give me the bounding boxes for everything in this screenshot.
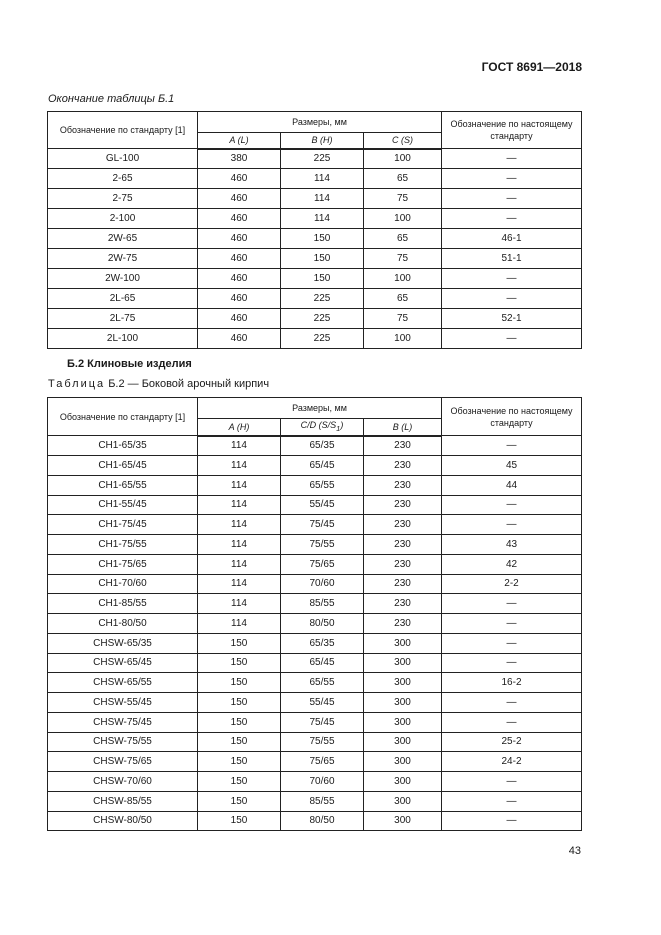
cell-dim-3: 230 (364, 614, 442, 634)
table-row (48, 791, 582, 811)
table-row (48, 269, 582, 289)
section-title: Б.2 Клиновые изделия (67, 358, 192, 370)
cell-designation: 2W-75 (48, 249, 198, 269)
cell-current-designation: — (442, 209, 582, 229)
cell-dim-2: 114 (281, 209, 364, 229)
cell-dim-2: 65/45 (281, 456, 364, 476)
page-number: 43 (568, 845, 581, 857)
table-row (48, 289, 582, 309)
table-row (48, 456, 582, 476)
table-b1-continuation (47, 111, 582, 349)
cell-dim-3: 65 (364, 229, 442, 249)
table2-caption-text: Б.2 — Боковой арочный кирпич (105, 378, 270, 390)
cell-dim-3: 230 (364, 594, 442, 614)
cell-dim-1: 114 (198, 436, 281, 456)
cell-dim-3: 100 (364, 149, 442, 169)
cell-dim-2: 65/45 (281, 653, 364, 673)
cell-current-designation: — (442, 289, 582, 309)
table-b2-arch-brick (47, 397, 582, 831)
cell-dim-1: 114 (198, 594, 281, 614)
table-row (48, 436, 582, 456)
table-row (48, 673, 582, 693)
cell-dim-3: 100 (364, 209, 442, 229)
cell-current-designation: — (442, 633, 582, 653)
cell-designation: CHSW-65/45 (48, 653, 198, 673)
cell-dim-3: 300 (364, 673, 442, 693)
cell-current-designation: 24-2 (442, 752, 582, 772)
table-row (48, 329, 582, 349)
cell-designation: CH1-75/45 (48, 515, 198, 535)
cell-dim-1: 150 (198, 673, 281, 693)
cell-current-designation: — (442, 811, 582, 831)
cell-designation: CHSW-65/55 (48, 673, 198, 693)
cell-dim-3: 230 (364, 574, 442, 594)
cell-designation: CH1-70/60 (48, 574, 198, 594)
cell-dim-2: 75/65 (281, 752, 364, 772)
cell-current-designation: — (442, 189, 582, 209)
cell-dim-3: 300 (364, 693, 442, 713)
cell-dim-3: 300 (364, 772, 442, 792)
cell-current-designation: — (442, 169, 582, 189)
cell-current-designation: 42 (442, 554, 582, 574)
cell-dim-1: 114 (198, 614, 281, 634)
cell-dim-3: 300 (364, 791, 442, 811)
cell-dim-2: 55/45 (281, 693, 364, 713)
cell-designation: CH1-85/55 (48, 594, 198, 614)
header-dim-cd-end: ) (340, 420, 344, 430)
table-row (48, 653, 582, 673)
cell-dim-1: 114 (198, 456, 281, 476)
cell-dim-2: 150 (281, 229, 364, 249)
cell-designation: CHSW-70/60 (48, 772, 198, 792)
table-row (48, 169, 582, 189)
table-row (48, 732, 582, 752)
cell-dim-1: 114 (198, 495, 281, 515)
cell-designation: 2-75 (48, 189, 198, 209)
cell-current-designation: — (442, 149, 582, 169)
cell-dim-1: 460 (198, 209, 281, 229)
table-row (48, 189, 582, 209)
cell-dim-1: 460 (198, 289, 281, 309)
cell-dim-3: 300 (364, 633, 442, 653)
cell-current-designation: 44 (442, 475, 582, 495)
cell-dim-3: 230 (364, 475, 442, 495)
cell-dim-2: 225 (281, 309, 364, 329)
header-dim-a: A (L) (198, 133, 281, 149)
cell-current-designation: 43 (442, 535, 582, 555)
cell-current-designation: 52-1 (442, 309, 582, 329)
cell-current-designation: — (442, 594, 582, 614)
header-dim-b: B (L) (364, 419, 442, 436)
cell-designation: CHSW-80/50 (48, 811, 198, 831)
cell-dim-2: 65/35 (281, 633, 364, 653)
cell-dim-1: 114 (198, 554, 281, 574)
cell-current-designation: — (442, 269, 582, 289)
cell-dim-1: 114 (198, 475, 281, 495)
cell-dim-1: 150 (198, 712, 281, 732)
cell-current-designation: — (442, 653, 582, 673)
cell-dim-3: 230 (364, 495, 442, 515)
cell-current-designation: — (442, 614, 582, 634)
cell-current-designation: 45 (442, 456, 582, 476)
cell-dim-2: 75/45 (281, 712, 364, 732)
cell-dim-1: 150 (198, 653, 281, 673)
cell-current-designation: 2-2 (442, 574, 582, 594)
table-row (48, 495, 582, 515)
table-row (48, 811, 582, 831)
cell-dim-2: 150 (281, 269, 364, 289)
cell-dim-1: 460 (198, 229, 281, 249)
cell-dim-3: 230 (364, 436, 442, 456)
cell-dim-2: 150 (281, 249, 364, 269)
cell-dim-3: 100 (364, 269, 442, 289)
cell-designation: CHSW-55/45 (48, 693, 198, 713)
table-row (48, 209, 582, 229)
table-row (48, 149, 582, 169)
cell-designation: CH1-65/55 (48, 475, 198, 495)
table1-body (48, 149, 582, 349)
cell-dim-3: 230 (364, 554, 442, 574)
header-dim-cd-subscript: 1 (336, 423, 341, 433)
cell-designation: 2-100 (48, 209, 198, 229)
cell-dim-2: 65/55 (281, 673, 364, 693)
table-row (48, 614, 582, 634)
cell-dim-3: 230 (364, 456, 442, 476)
cell-current-designation: — (442, 693, 582, 713)
cell-dim-3: 300 (364, 712, 442, 732)
cell-dim-1: 114 (198, 535, 281, 555)
cell-designation: CH1-65/35 (48, 436, 198, 456)
cell-dim-2: 75/55 (281, 732, 364, 752)
cell-current-designation: — (442, 712, 582, 732)
cell-designation: 2W-100 (48, 269, 198, 289)
cell-dim-3: 300 (364, 811, 442, 831)
cell-designation: CHSW-65/35 (48, 633, 198, 653)
cell-current-designation: — (442, 436, 582, 456)
cell-dim-2: 75/65 (281, 554, 364, 574)
cell-dim-2: 85/55 (281, 791, 364, 811)
table-row (48, 249, 582, 269)
cell-dim-2: 225 (281, 329, 364, 349)
cell-dim-2: 55/45 (281, 495, 364, 515)
header-current-designation: Обозначение по настоящему стандарту (442, 398, 582, 436)
cell-dim-1: 150 (198, 791, 281, 811)
table-row (48, 693, 582, 713)
cell-dim-2: 225 (281, 289, 364, 309)
cell-dim-1: 460 (198, 169, 281, 189)
cell-dim-3: 65 (364, 289, 442, 309)
cell-dim-1: 380 (198, 149, 281, 169)
cell-designation: 2W-65 (48, 229, 198, 249)
cell-designation: 2L-75 (48, 309, 198, 329)
cell-dim-1: 460 (198, 329, 281, 349)
cell-designation: CH1-55/45 (48, 495, 198, 515)
table-row (48, 594, 582, 614)
table-row (48, 633, 582, 653)
cell-designation: CHSW-75/55 (48, 732, 198, 752)
cell-dim-3: 75 (364, 189, 442, 209)
table-row (48, 535, 582, 555)
cell-designation: 2-65 (48, 169, 198, 189)
cell-dim-3: 65 (364, 169, 442, 189)
cell-dim-2: 80/50 (281, 811, 364, 831)
cell-designation: 2L-100 (48, 329, 198, 349)
header-dim-b: B (H) (281, 133, 364, 149)
header-current-designation: Обозначение по настоящему стандарту (442, 112, 582, 149)
cell-dim-1: 150 (198, 633, 281, 653)
cell-dim-1: 460 (198, 189, 281, 209)
cell-designation: CHSW-75/65 (48, 752, 198, 772)
header-dim-cd-text: C/D (S/S (300, 420, 337, 430)
header-dim-cd (281, 419, 364, 436)
cell-current-designation: — (442, 791, 582, 811)
cell-designation: CH1-75/65 (48, 554, 198, 574)
cell-current-designation: 51-1 (442, 249, 582, 269)
cell-current-designation: 46-1 (442, 229, 582, 249)
header-dimensions: Размеры, мм (198, 112, 442, 133)
table2-caption-prefix: Таблица (48, 378, 106, 390)
cell-dim-3: 230 (364, 515, 442, 535)
table-row (48, 752, 582, 772)
cell-designation: CH1-80/50 (48, 614, 198, 634)
cell-current-designation: — (442, 329, 582, 349)
cell-dim-2: 114 (281, 189, 364, 209)
cell-dim-1: 150 (198, 693, 281, 713)
cell-dim-2: 65/55 (281, 475, 364, 495)
cell-dim-3: 75 (364, 249, 442, 269)
table-row (48, 712, 582, 732)
table1-caption: Окончание таблицы Б.1 (48, 93, 175, 105)
header-dim-c: C (S) (364, 133, 442, 149)
header-designation: Обозначение по стандарту [1] (48, 398, 198, 436)
cell-designation: CHSW-85/55 (48, 791, 198, 811)
table-row (48, 475, 582, 495)
cell-dim-3: 75 (364, 309, 442, 329)
table2-caption (48, 378, 269, 390)
document-code: ГОСТ 8691—2018 (481, 60, 582, 74)
table-row (48, 772, 582, 792)
cell-dim-1: 114 (198, 515, 281, 535)
cell-dim-1: 150 (198, 752, 281, 772)
cell-designation: CH1-65/45 (48, 456, 198, 476)
cell-dim-1: 460 (198, 269, 281, 289)
cell-dim-1: 150 (198, 811, 281, 831)
cell-dim-2: 85/55 (281, 594, 364, 614)
cell-designation: 2L-65 (48, 289, 198, 309)
cell-designation: GL-100 (48, 149, 198, 169)
cell-dim-2: 114 (281, 169, 364, 189)
cell-dim-2: 75/55 (281, 535, 364, 555)
cell-dim-1: 460 (198, 309, 281, 329)
table-row (48, 515, 582, 535)
cell-current-designation: 25-2 (442, 732, 582, 752)
cell-designation: CH1-75/55 (48, 535, 198, 555)
cell-dim-3: 300 (364, 732, 442, 752)
cell-dim-2: 70/60 (281, 574, 364, 594)
table-row (48, 229, 582, 249)
cell-dim-1: 150 (198, 732, 281, 752)
cell-dim-1: 460 (198, 249, 281, 269)
cell-dim-3: 230 (364, 535, 442, 555)
cell-dim-2: 225 (281, 149, 364, 169)
cell-dim-2: 75/45 (281, 515, 364, 535)
header-dimensions: Размеры, мм (198, 398, 442, 419)
cell-dim-1: 114 (198, 574, 281, 594)
cell-dim-2: 80/50 (281, 614, 364, 634)
cell-current-designation: — (442, 495, 582, 515)
header-designation: Обозначение по стандарту [1] (48, 112, 198, 149)
cell-dim-3: 100 (364, 329, 442, 349)
cell-dim-2: 70/60 (281, 772, 364, 792)
table2-body (48, 436, 582, 831)
cell-designation: CHSW-75/45 (48, 712, 198, 732)
table-row (48, 309, 582, 329)
cell-current-designation: 16-2 (442, 673, 582, 693)
cell-dim-2: 65/35 (281, 436, 364, 456)
cell-current-designation: — (442, 515, 582, 535)
cell-current-designation: — (442, 772, 582, 792)
table-row (48, 554, 582, 574)
cell-dim-3: 300 (364, 752, 442, 772)
header-dim-a: A (H) (198, 419, 281, 436)
table-row (48, 574, 582, 594)
cell-dim-3: 300 (364, 653, 442, 673)
cell-dim-1: 150 (198, 772, 281, 792)
